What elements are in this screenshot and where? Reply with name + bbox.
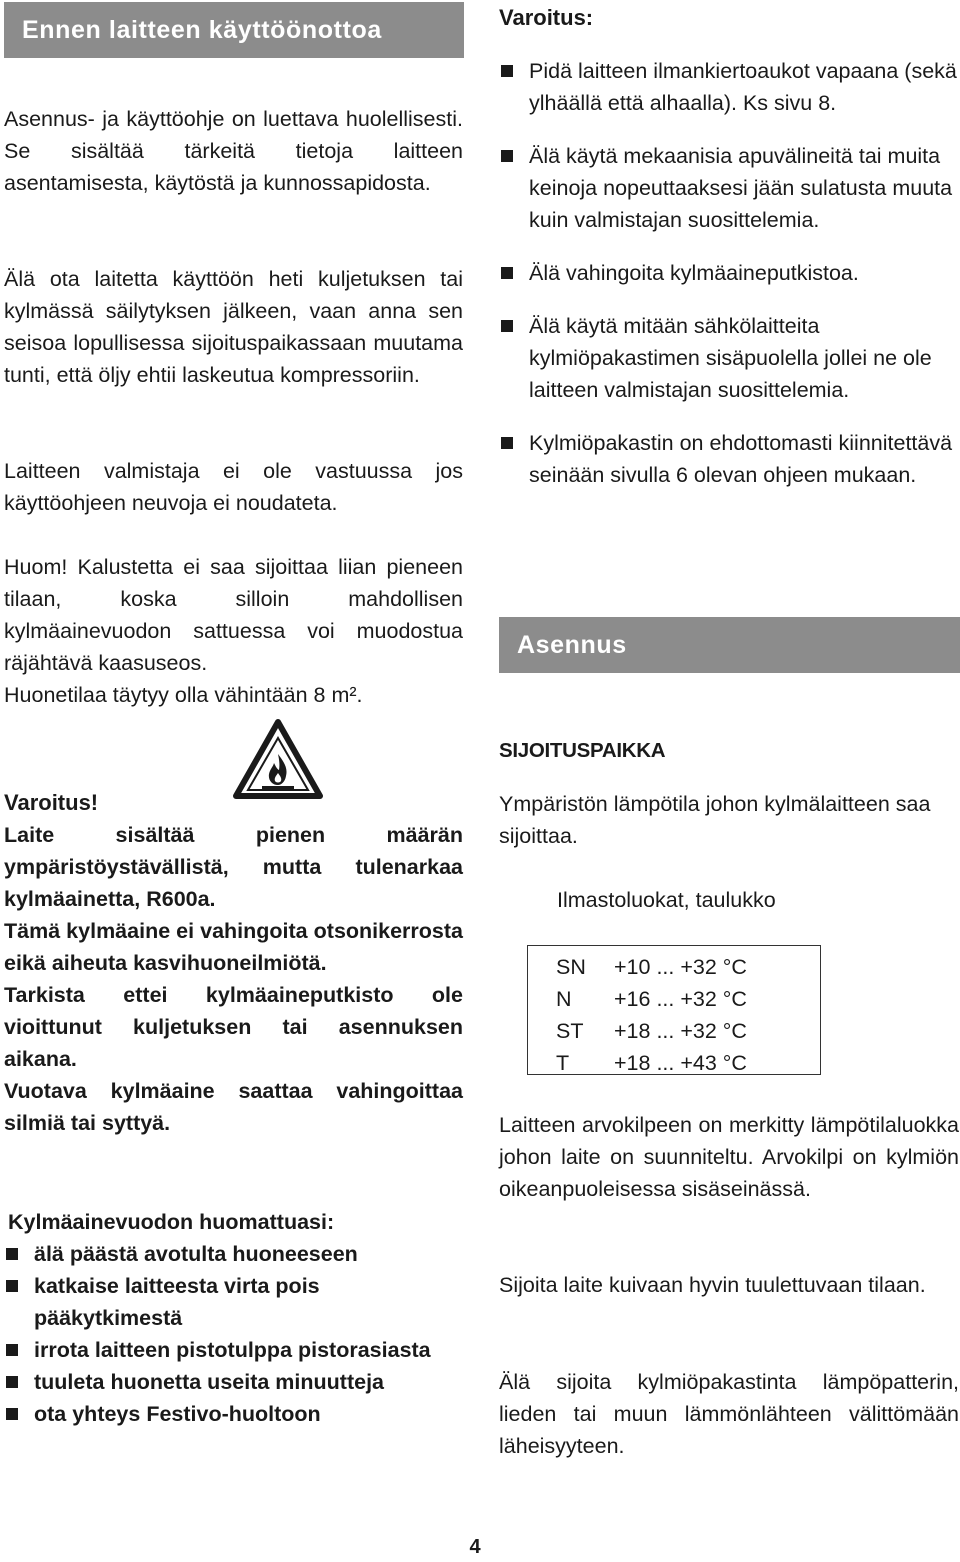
section-header-installation: Asennus	[499, 617, 960, 673]
right-warning-title: Varoitus:	[499, 5, 594, 30]
room-size-line: Huonetilaa täytyy olla vähintään 8 m².	[4, 683, 363, 707]
leak-list	[6, 1238, 464, 1430]
intro-paragraph: Asennus- ja käyttöohje on luettava huolellisesti. Se sisältää tärkeitä tietoja laitteen asentamisesta, käytöstä ja kunnossapidosta.	[4, 107, 463, 195]
section-header-before-use: Ennen laitteen käyttöönottoa	[4, 2, 464, 58]
flammable-warning-icon	[232, 718, 324, 800]
bullet-square-icon	[501, 150, 513, 162]
bullet-square-icon	[501, 267, 513, 279]
huom-paragraph: Huom! Kalustetta ei saa sijoittaa liian pieneen tilaan, koska silloin mahdollisen kylmäainevuodon sattuessa voi muodostua räjähtävä kaasuseos.	[4, 555, 463, 675]
list-item: Kylmiöpakastin on ehdottomasti kiinnitettävä seinään sivulla 6 olevan ohjeen mukaan.	[501, 427, 958, 491]
list-item: Älä käytä mitään sähkölaitteita kylmiöpakastimen sisäpuolella jollei ne ole laitteen valmistajan suosittelemia.	[501, 310, 958, 406]
bullet-square-icon	[6, 1408, 18, 1420]
bullet-square-icon	[501, 65, 513, 77]
right-warning-list	[501, 55, 958, 512]
warning-text-3: Tarkista ettei kylmäaineputkisto ole vioittunut kuljetuksen tai asennuksen aikana.	[4, 983, 463, 1071]
list-item: irrota laitteen pistotulppa pistorasiasta	[6, 1334, 464, 1366]
table-row: N +16 ... +32 °C	[556, 987, 747, 1011]
list-item: Älä vahingoita kylmäaineputkistoa.	[501, 257, 958, 289]
list-item: älä päästä avotulta huoneeseen	[6, 1238, 464, 1270]
warning-text-1: Laite sisältää pienen määrän ympäristöystävällistä, mutta tulenarkaa kylmäainetta, R600a.	[4, 823, 463, 911]
table-row: SN +10 ... +32 °C	[556, 955, 747, 979]
table-caption: Ilmastoluokat, taulukko	[557, 888, 776, 912]
climate-class-table	[527, 945, 821, 1075]
table-row: T +18 ... +43 °C	[556, 1051, 747, 1075]
table-row: ST +18 ... +32 °C	[556, 1019, 747, 1043]
list-item: tuuleta huonetta useita minuutteja	[6, 1366, 464, 1398]
page-number: 4	[469, 1536, 481, 1558]
bullet-square-icon	[501, 320, 513, 332]
liability-paragraph: Laitteen valmistaja ei ole vastuussa jos käyttöohjeen neuvoja ei noudateta.	[4, 459, 463, 515]
rating-plate-paragraph: Laitteen arvokilpeen on merkitty lämpötilaluokka johon laite on suunniteltu. Arvokilpi on kylmiön oikeanpuoleisessa sisäseinässä.	[499, 1113, 959, 1201]
placement-intro: Ympäristön lämpötila johon kylmälaitteen saa sijoittaa.	[499, 792, 931, 848]
bullet-square-icon	[501, 437, 513, 449]
list-item: Pidä laitteen ilmankiertoaukot vapaana (sekä ylhäällä että alhaalla). Ks sivu 8.	[501, 55, 958, 119]
bullet-square-icon	[6, 1344, 18, 1356]
ventilation-paragraph: Sijoita laite kuivaan hyvin tuulettuvaan tilaan.	[499, 1273, 926, 1297]
warning-text-2: Tämä kylmäaine ei vahingoita otsonikerrosta eikä aiheuta kasvihuoneilmiötä.	[4, 919, 463, 975]
list-item: ota yhteys Festivo-huoltoon	[6, 1398, 464, 1430]
list-item: Älä käytä mekaanisia apuvälineitä tai muita keinoja nopeuttaaksesi jään sulatusta muuta kuin valmistajan suosittelemia.	[501, 140, 958, 236]
warning-block	[4, 819, 463, 1139]
warning-text-4: Vuotava kylmäaine saattaa vahingoittaa silmiä tai syttyä.	[4, 1079, 463, 1135]
transport-paragraph: Älä ota laitetta käyttöön heti kuljetuksen tai kylmässä säilytyksen jälkeen, vaan anna sen seisoa lopullisessa sijoituspaikassaan muutama tunti, että öljy ehtii laskeutua kompressoriin.	[4, 267, 463, 387]
bullet-square-icon	[6, 1376, 18, 1388]
heat-sources-paragraph: Älä sijoita kylmiöpakastinta lämpöpatterin, lieden tai muun lämmönlähteen välittömään läheisyyteen.	[499, 1370, 959, 1458]
leak-title: Kylmäainevuodon huomattuasi:	[8, 1210, 335, 1234]
bullet-square-icon	[6, 1280, 18, 1292]
placement-title: SIJOITUSPAIKKA	[499, 739, 666, 762]
warning-title: Varoitus!	[4, 790, 99, 815]
list-item: katkaise laitteesta virta pois pääkytkimestä	[6, 1270, 464, 1334]
bullet-square-icon	[6, 1248, 18, 1260]
